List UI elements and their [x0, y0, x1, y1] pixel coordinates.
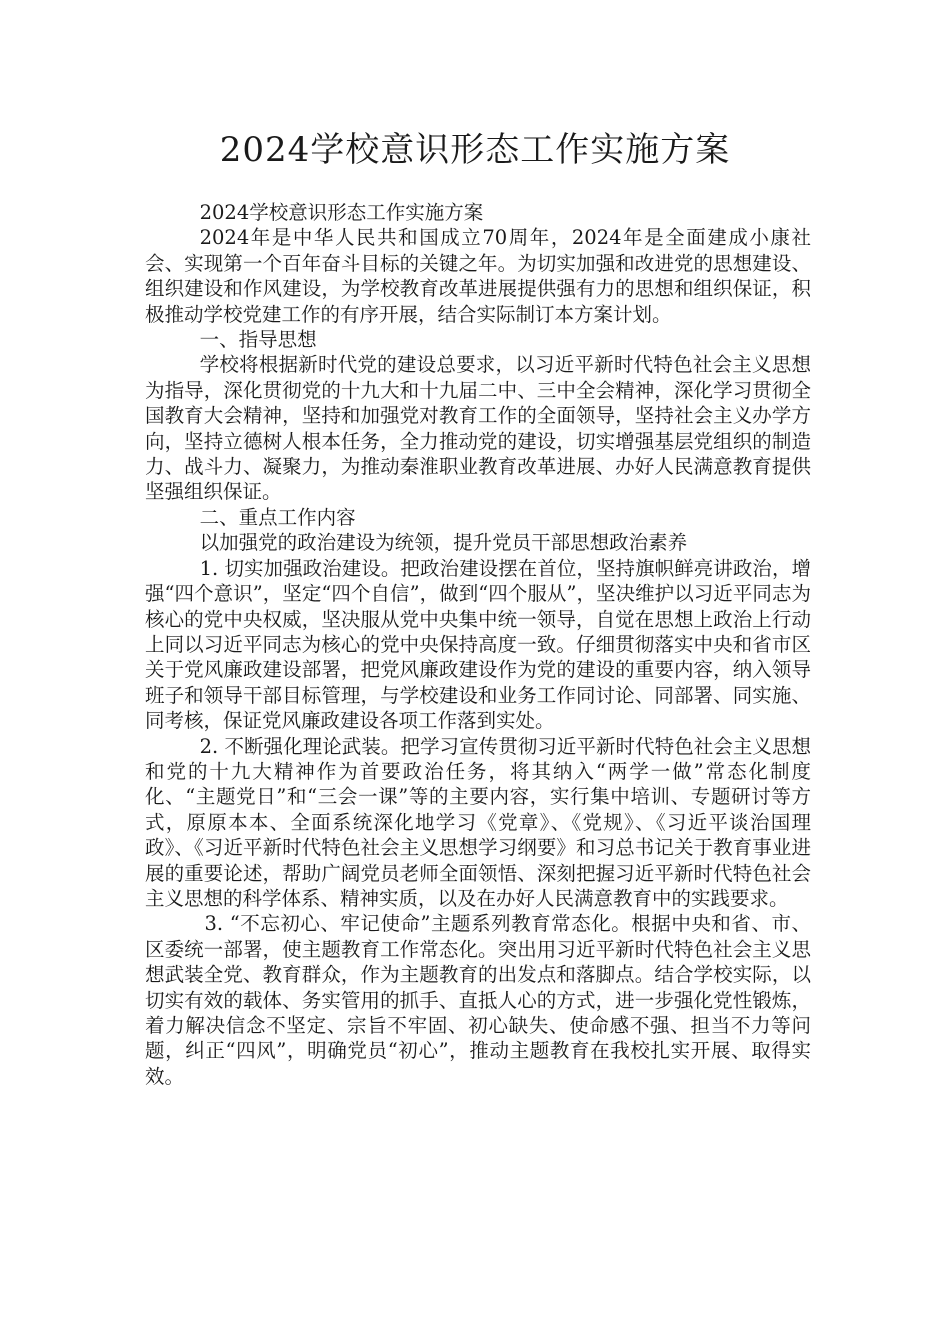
item-2-theory-arming: 2. 不断强化理论武装。把学习宣传贯彻习近平新时代特色社会主义思想和党的十九大精神作为首要政治任务，将其纳入“两学一做”常态化制度化、“主题党日”和“三会一课”等的主要内容，实行集中培训、专题研讨等方式，原原本本、全面系统深化地学习《党章》、《党规》、《习近平谈治国理政》、《习近平新时代特色社会主义思想学习纲要》和习总书记关于教育事业进展的重要论述，帮助广阔党员老师全面领悟、深刻把握习近平新时代特色社会主义思想的科学体系、精神实质，以及在办好人民满意教育中的实践要求。	[145, 734, 811, 910]
document-title: 2024学校意识形态工作实施方案	[219, 130, 731, 170]
item-3-theme-education: 3. “不忘初心、牢记使命”主题系列教育常态化。根据中央和省、市、区委统一部署，使主题教育工作常态化。突出用习近平新时代特色社会主义思想武装全党、教育群众，作为主题教育的出发点和落脚点。结合学校实际，以切实有效的载体、务实管用的抓手、直抵人心的方式，进一步强化党性锻炼，着力解决信念不坚定、宗旨不牢固、初心缺失、使命感不强、担当不力等问题，纠正“四风”，明确党员“初心”，推动主题教育在我校扎实开展、取得实效。	[145, 912, 811, 1088]
intro-paragraph: 2024年是中华人民共和国成立70周年，2024年是全面建成小康社会、实现第一个百年奋斗目标的关键之年。为切实加强和改进党的思想建设、组织建设和作风建设，为学校教育改革进展提供强有力的思想和组织保证，积极推动学校党建工作的有序开展，结合实际制订本方案计划。	[145, 226, 811, 326]
body-heading: 2024学校意识形态工作实施方案	[199, 201, 484, 224]
item-1-political-building: 1. 切实加强政治建设。把政治建设摆在首位，坚持旗帜鲜亮讲政治，增强“四个意识”，坚定“四个自信”，做到“四个服从”，坚决维护以习近平同志为核心的党中央权威，坚决服从党中央集中统一领导，自觉在思想上政治上行动上同以习近平同志为核心的党中央保持高度一致。仔细贯彻落实中央和省市区关于党风廉政建设部署，把党风廉政建设作为党的建设的重要内容，纳入领导班子和领导干部目标管理，与学校建设和业务工作同讨论、同部署、同实施、同考核，保证党风廉政建设各项工作落到实处。	[145, 556, 811, 733]
section-heading-guiding-thought: 一、指导思想	[199, 328, 317, 352]
guiding-thought-paragraph: 学校将根据新时代党的建设总要求，以习近平新时代特色社会主义思想为指导，深化贯彻党的十九大和十九届二中、三中全会精神，深化学习贯彻全国教育大会精神，坚持和加强党对教育工作的全面领导，坚持社会主义办学方向，坚持立德树人根本任务，全力推动党的建设，切实增强基层党组织的制造力、战斗力、凝聚力，为推动秦淮职业教育改革进展、办好人民满意教育提供坚强组织保证。	[145, 353, 811, 504]
document-body	[145, 200, 811, 1089]
key-work-subheading: 以加强党的政治建设为统领，提升党员干部思想政治素养	[199, 531, 688, 555]
section-heading-key-work: 二、重点工作内容	[199, 505, 356, 529]
